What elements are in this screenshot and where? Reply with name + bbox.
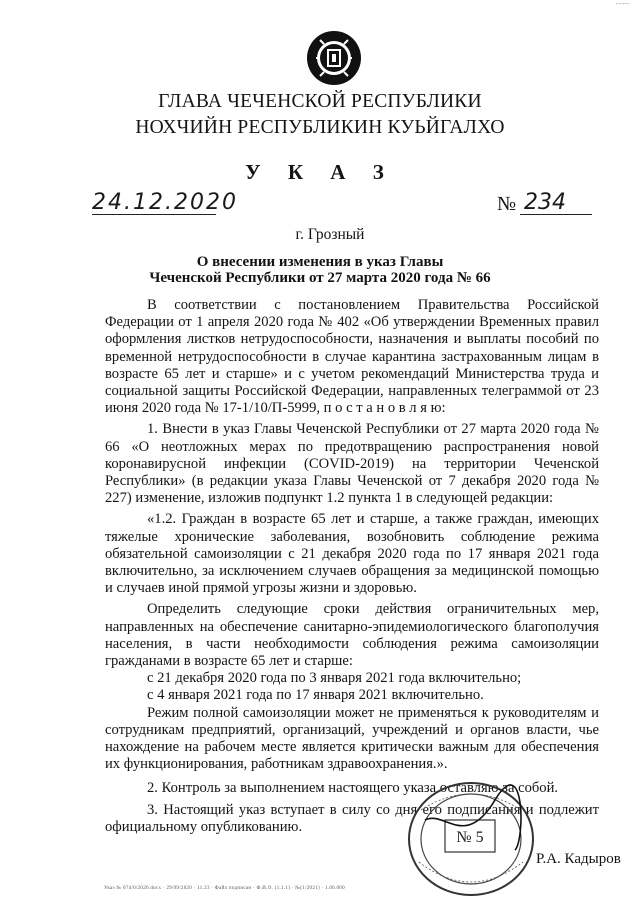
paragraph-item-2: 2. Контроль за выполнением настоящего указа оставляю за собой. — [147, 780, 559, 797]
subject-line-2: Чеченской Республики от 27 марта 2020 года № 66 — [149, 270, 491, 286]
document-type: У К А З — [245, 160, 395, 184]
seal-text: № 5 — [456, 829, 484, 846]
number-sign: № — [497, 193, 517, 215]
number-underline — [520, 214, 592, 215]
document-number: 234 — [524, 190, 566, 215]
footer-note: Указ № 074/0/2020.docx · 29/09/2020 · 11.23 · Файл подписан · Ф.И.О. (1.1.1) · №(1/2021) · 1.00.000 — [104, 886, 345, 891]
paragraph-item-3: 3. Настоящий указ вступает в силу со дня его подписания и подлежит официальному опубликованию. — [105, 801, 599, 835]
document-subject — [0, 254, 640, 286]
city: г. Грозный — [295, 226, 365, 243]
date-underline — [92, 214, 216, 215]
corner-mark: ¨¨¨¨¨ — [615, 2, 630, 10]
subject-line-1: О внесении изменения в указ Главы — [196, 254, 444, 270]
document-body — [105, 297, 599, 836]
paragraph-item-1-2: «1.2. Граждан в возрасте 65 лет и старше, а также граждан, имеющих тяжелые хронические заболевания, возобновить соблюдение режима обязательной самоизоляции с 21 декабря 2020 года по 17 января 2021 года включительно, за исключением случаев обращения за медицинской помощью и случаев иной прямой угрозы жизни и здоровью. — [105, 511, 599, 597]
emblem-icon — [306, 30, 362, 86]
paragraph-period-2: с 4 января 2021 года по 17 января 2021 включительно. — [147, 687, 484, 704]
paragraph-restrictions: Определить следующие сроки действия ограничительных мер, направленных на обеспечение санитарно-эпидемиологического благополучия населения, в части необходимости соблюдения режима самоизоляции гражданами в возрасте 65 лет и старше: — [105, 601, 599, 670]
signatory-name: Р.А. Кадыров — [536, 851, 621, 867]
header-line-2: НОХЧИЙН РЕСПУБЛИКИН КУЬЙГАЛХО — [135, 117, 505, 138]
document-date: 24.12.2020 — [92, 190, 238, 215]
paragraph-period-1: с 21 декабря 2020 года по 3 января 2021 года включительно; — [147, 670, 522, 687]
header-line-1: ГЛАВА ЧЕЧЕНСКОЙ РЕСПУБЛИКИ — [158, 91, 482, 112]
paragraph-preamble: В соответствии с постановлением Правительства Российской Федерации от 1 апреля 2020 года № 402 «Об утверждении Временных правил оформления листков нетрудоспособности, назначения и выплаты пособий по временной нетрудоспособности в случае карантина застрахованным лицам в возрасте 65 лет и старше» и с учетом рекомендаций Министерства труда и социальной защиты Российской Федерации, направленных телеграммой от 23 июня 2020 года № 17-1/10/П-5999, п о с т а н о в л я ю: — [105, 297, 599, 417]
paragraph-exceptions: Режим полной самоизоляции может не применяться к руководителям и сотрудникам предприятий, организаций, учреждений и органов власти, чье нахождение на рабочем месте является критически важным для обеспечения их функционирования, работникам здравоохранения.». — [105, 704, 599, 773]
paragraph-item-1: 1. Внести в указ Главы Чеченской Республики от 27 марта 2020 года № 66 «О неотложных мерах по предотвращению распространения новой коронавирусной инфекции (COVID-2019) на территории Чеченской Республики» (в редакции указа Главы Чеченской от 7 декабря 2020 года № 227) изменение, изложив подпункт 1.2 пункта 1 в следующей редакции: — [105, 421, 599, 507]
official-seal — [405, 780, 537, 898]
